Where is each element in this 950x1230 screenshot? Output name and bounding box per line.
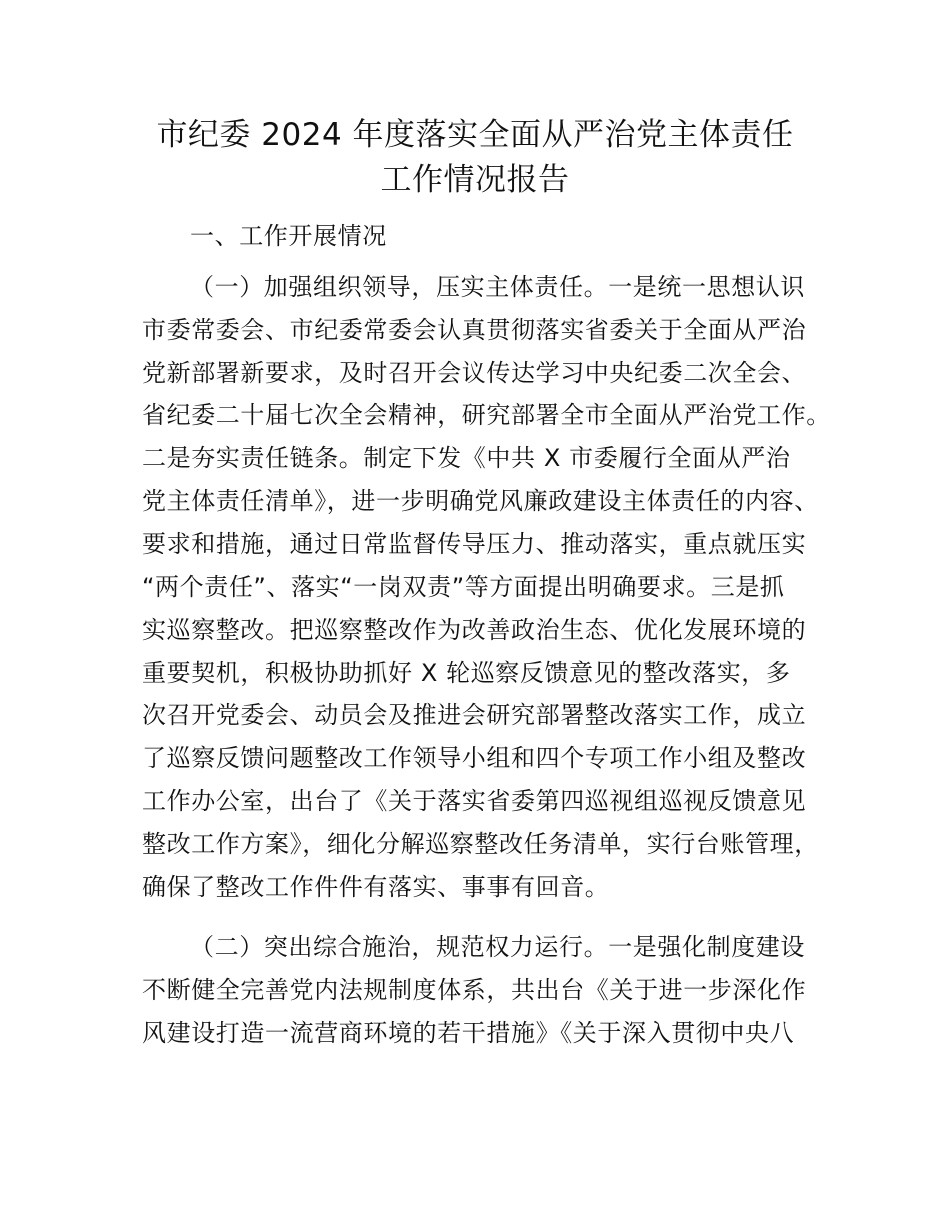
paragraph-1-line: 党新部署新要求，及时召开会议传达学习中央纪委二次全会、 bbox=[142, 359, 807, 387]
paragraph-1-line: 要求和措施，通过日常监督传导压力、推动落实，重点就压实 bbox=[142, 530, 807, 558]
document-title-line-1: 市纪委 2024 年度落实全面从严治党主体责任 bbox=[156, 117, 794, 153]
paragraph-1-line: 工作办公室，出台了《关于落实省委第四巡视组巡视反馈意见 bbox=[142, 787, 807, 815]
paragraph-1-line: 次召开党委会、动员会及推进会研究部署整改落实工作，成立 bbox=[142, 701, 807, 729]
section-heading: 一、工作开展情况 bbox=[190, 222, 387, 250]
paragraph-1-line: 确保了整改工作件件有落实、事事有回音。 bbox=[142, 873, 610, 901]
paragraph-1-line: 省纪委二十届七次全会精神，研究部署全市全面从严治党工作。 bbox=[142, 401, 831, 429]
paragraph-1-line: （一）加强组织领导，压实主体责任。一是统一思想认识 bbox=[190, 273, 805, 301]
document-title-line-2: 工作情况报告 bbox=[380, 162, 570, 198]
paragraph-2-line: 风建设打造一流营商环境的若干措施》《关于深入贯彻中央八 bbox=[142, 1019, 795, 1047]
paragraph-1-line: 实巡察整改。把巡察整改作为改善政治生态、优化发展环境的 bbox=[142, 616, 807, 644]
paragraph-1-line: 重要契机，积极协助抓好 X 轮巡察反馈意见的整改落实，多 bbox=[142, 659, 791, 687]
paragraph-1-line: 党主体责任清单》，进一步明确党风廉政建设主体责任的内容、 bbox=[142, 487, 819, 515]
paragraph-1-line: 了巡察反馈问题整改工作领导小组和四个专项工作小组及整改 bbox=[142, 744, 807, 772]
paragraph-2-line: （二）突出综合施治，规范权力运行。一是强化制度建设 bbox=[190, 933, 805, 961]
paragraph-1-line: 整改工作方案》，细化分解巡察整改任务清单，实行台账管理， bbox=[142, 830, 819, 858]
paragraph-1-line: 二是夯实责任链条。制定下发《中共 X 市委履行全面从严治 bbox=[142, 444, 791, 472]
paragraph-1-line: 市委常委会、市纪委常委会认真贯彻落实省委关于全面从严治 bbox=[142, 316, 807, 344]
paragraph-2-line: 不断健全完善党内法规制度体系，共出台《关于进一步深化作 bbox=[142, 976, 807, 1004]
paragraph-1-line: “两个责任”、落实“一岗双责”等方面提出明确要求。三是抓 bbox=[142, 573, 785, 601]
